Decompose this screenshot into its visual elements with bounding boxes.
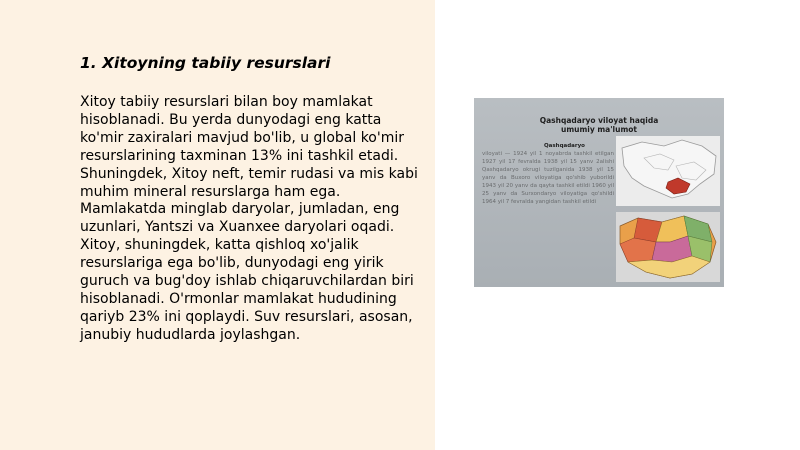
slide-title: 1. Xitoyning tabiiy resurslari: [80, 54, 331, 72]
image-body-text: viloyati — 1924 yil 1 noyabrda tashkil etilgan 1927 yil 17 fevralda 1938 yil 15 yanv 2alishi Qashqadaryo okrugi tuzilganida 1938 yil 15 yanv da Buxoro viloyatiga qo'shib yuborildi 1943 yil 20 yanv da qayta tashkil etildi 1960 yil 25 yanv da Surxondaryo viloyatiga qo'shildi 1964 yil 7 fevralda yangidan tashkil etildi: [482, 151, 614, 205]
image-title-line2: umumiy ma'lumot: [560, 125, 637, 134]
slide-image: [474, 98, 724, 287]
region-district-map: [616, 212, 720, 282]
image-title: [474, 116, 724, 134]
image-title-line1: Qashqadaryo viloyat haqida: [539, 116, 659, 125]
image-heading: Qashqadaryo: [544, 143, 585, 149]
slide-body-text: Xitoy tabiiy resurslari bilan boy mamlakat hisoblanadi. Bu yerda dunyodagi eng katta ko'mir zaxiralari mavjud bo'lib, u global ko'mir resurslarining taxminan 13% ini tashkil etadi. Shuningdek, Xitoy neft, temir rudasi va mis kabi muhim mineral resurslarga ham ega. Mamlakatda minglab daryolar, jumladan, eng uzunlari, Yantszi va Xuanxee daryolari oqadi. Xitoy, shuningdek, katta qishloq xo'jalik resurslariga ega bo'lib, dunyodagi eng yirik guruch va bug'doy ishlab chiqaruvchilardan biri hisoblanadi. O'rmonlar mamlakat hududining qariyb 23% ini qoplaydi. Suv resurslari, asosan, janubiy hududlarda joylashgan.: [80, 94, 418, 343]
uzbekistan-map: [616, 136, 720, 206]
image-text-block: [482, 142, 614, 206]
